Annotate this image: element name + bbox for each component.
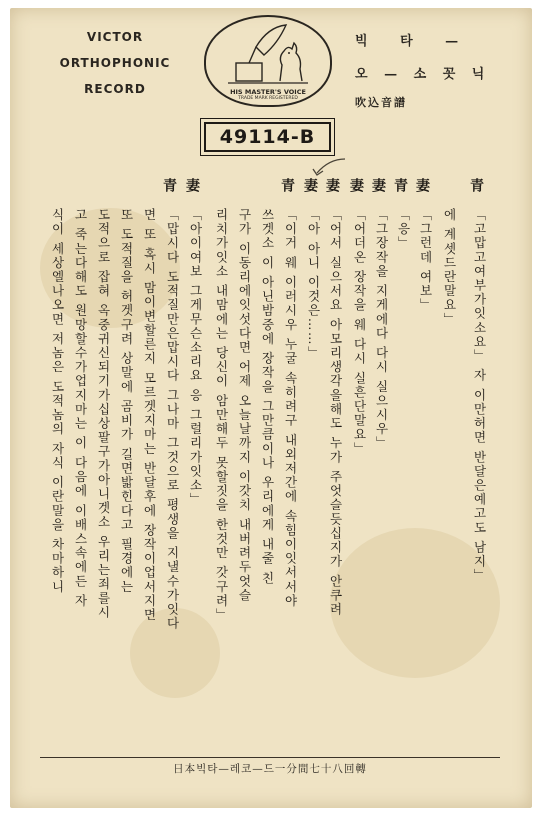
lyric-line: 「맙시다 도적질만은맙시다 그나마 그것으로 평생을 지낼수가잇다 xyxy=(165,208,180,631)
lyric-line: 면 또 혹시 맘이변할른지 모르겟지마는 반달후에 장작이업서지면 xyxy=(142,208,157,623)
speaker-label: 妻 xyxy=(348,178,364,194)
lyric-line: 「어더온 장작을 웨 다시 실흔단말요」 xyxy=(352,208,367,456)
lyric-line: 「고맙고여부가잇소요」 자 이만허면 반달은예고도 남지」 xyxy=(472,208,487,583)
brand-line-1: VICTOR xyxy=(86,30,144,44)
speaker-label: 青 xyxy=(392,178,408,194)
lyric-line: 「그장작을 지게에다 다시 실으시우」 xyxy=(374,208,389,451)
lyric-line: 구가 이동리에잇섯다면 어제 오늘날까지 이갓치 내버려두엇슬 xyxy=(237,208,252,603)
lyric-line: 도적으로 잡혀 옥중귀신되기가십상팔구가아니겟소 우리는죄를시 xyxy=(96,208,111,620)
lyric-line: 「아이여보 그게무슨소리요 응 그럴리가잇소」 xyxy=(188,208,203,507)
catalog-number: 49114-B xyxy=(204,122,331,152)
lyric-line: 식이 세상엘나오면 저놈은 도적놈의 자식 이란말을 차마하니 xyxy=(50,208,65,594)
lyric-line: 고 죽는다해도 원망할수가업지마는 이 다음에 이배스속에든 자 xyxy=(73,208,88,609)
brand-korean-line-3: 吹込音譜 xyxy=(355,96,407,109)
brand-english xyxy=(40,30,190,108)
logo-band-text: HIS MASTER'S VOICE xyxy=(230,88,306,96)
speaker-label: 青 xyxy=(161,178,177,194)
lyric-line: 리치가잇소 내맘에는 당신이 암만해두 못할짓을 한것만 갓구려」 xyxy=(214,208,229,623)
speaker-label: 青 xyxy=(279,178,295,194)
speaker-label: 妻 xyxy=(302,178,318,194)
brand-korean xyxy=(355,30,495,110)
lyric-line: 「아 아니 이것은……」 xyxy=(306,208,321,361)
speaker-label: 妻 xyxy=(324,178,340,194)
lyric-line: 「응」 xyxy=(396,208,411,251)
his-masters-voice-logo xyxy=(204,15,332,107)
lyric-line: 쓰겟소 이 아닌밤중에 장작을 그만큼이나 우리에게 내줄 친 xyxy=(260,208,275,586)
lyric-line: 「그런데 여보」 xyxy=(418,208,433,313)
lyric-line: 「이거 웨 이러시우 누굴 속히려구 내외저간에 속힘이잇서서야 xyxy=(283,208,298,609)
brand-line-2: ORTHOPHONIC xyxy=(59,56,171,70)
speaker-label: 青 xyxy=(468,178,484,194)
logo-trademark-text: TRADE MARK REGISTERED xyxy=(238,96,298,101)
brand-line-3: RECORD xyxy=(84,82,146,96)
footer-note: 日本빅타—레코—드一分間七十八回轉 xyxy=(40,757,500,779)
lyric-line: 「어서 실으서요 아모리생각을해도 누가 주엇슬듯십지가 안쿠려 xyxy=(328,208,343,617)
speaker-label: 妻 xyxy=(370,178,386,194)
speaker-label: 妻 xyxy=(184,178,200,194)
lyric-line: 에 계셋드란말요」 xyxy=(442,208,457,327)
logo-band xyxy=(216,89,320,103)
lyric-line: 또 도적질을 허겟구려 상말에 곰비가 길면밟힌다고 필경에는 xyxy=(119,208,134,594)
brand-korean-line-1: 빅 타 — xyxy=(355,34,473,49)
speaker-label: 妻 xyxy=(414,178,430,194)
brand-korean-line-2: 오 — 소 꼿 닉 xyxy=(355,67,491,82)
